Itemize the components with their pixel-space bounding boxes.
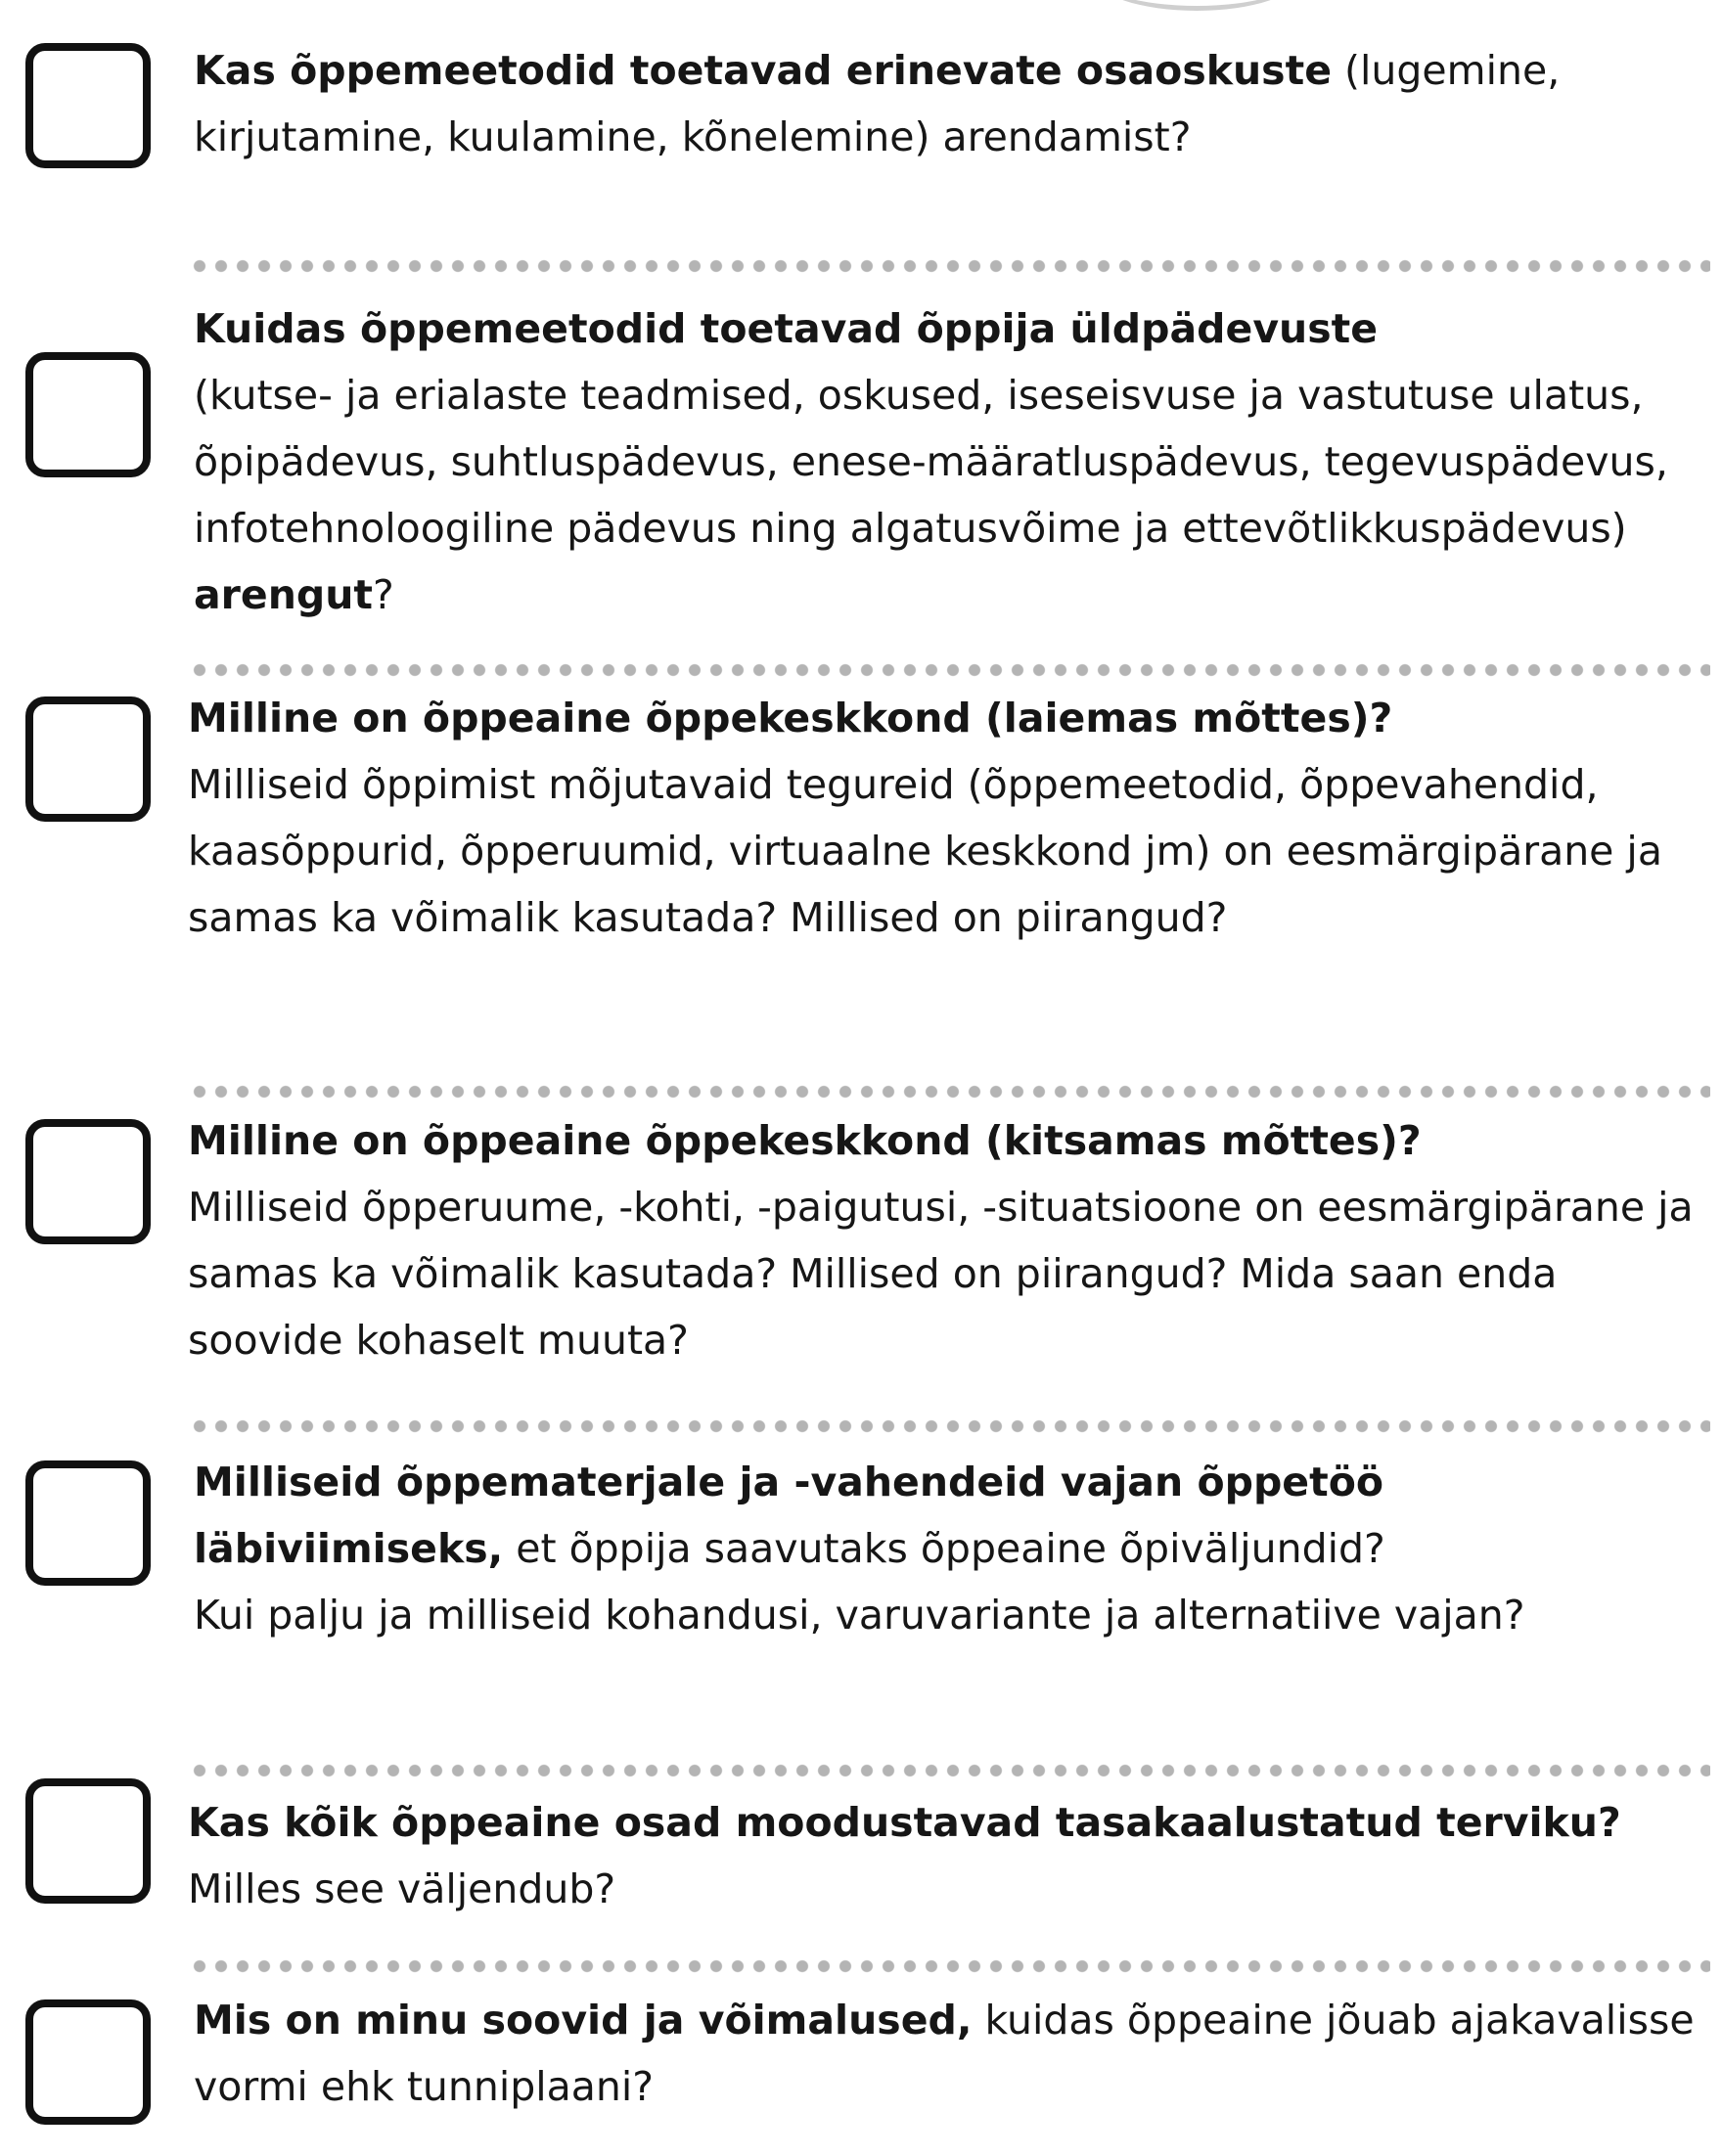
question-3-bold: Milline on õppeaine õppekeskkond (laiemas mõttes)?: [188, 695, 1393, 741]
divider-5: [189, 1764, 1710, 1777]
question-6-bold: Kas kõik õppeaine osad moodustavad tasakaalustatud terviku?: [188, 1799, 1621, 1846]
divider-3: [189, 1085, 1710, 1099]
question-3-text: Milliseid õppimist mõjutavaid tegureid (õppemeetodid, õppevahendid, kaasõppurid, õpperuumid, virtuaalne keskkond jm) on eesmärgipärane ja samas ka võimalik kasutada? Millised on piirangud?: [188, 761, 1662, 941]
question-2-text: (kutse- ja erialaste teadmised, oskused, iseseisvuse ja vastutuse ulatus, õpipädevus, suhtluspädevus, enese-määratluspädevus, tegevuspädevus, infotehnoloogiline pädevus ning algatusvõime ja ettevõtlikkuspädevus): [194, 372, 1668, 552]
question-1-text: (lugemine, kirjutamine, kuulamine, kõnelemine) arendamist?: [194, 47, 1561, 160]
checkbox-item-2[interactable]: [25, 352, 151, 477]
top-arc-decoration: [1094, 0, 1299, 11]
checkbox-item-7[interactable]: [25, 1999, 151, 2125]
divider-2: [189, 663, 1710, 677]
divider-1: [189, 259, 1710, 273]
question-5-bold: Milliseid õppematerjale ja -vahendeid vajan õppetöö läbiviimiseks,: [194, 1459, 1384, 1572]
checkbox-item-5[interactable]: [25, 1460, 151, 1586]
divider-6: [189, 1959, 1710, 1973]
checkbox-item-6[interactable]: [25, 1778, 151, 1904]
question-5-text-2: Kui palju ja milliseid kohandusi, varuvariante ja alternatiive vajan?: [194, 1592, 1525, 1639]
divider-4: [189, 1419, 1710, 1433]
question-2-bold-end: arengut: [194, 571, 374, 618]
question-1-bold: Kas õppemeetodid toetavad erinevate osaoskuste: [194, 47, 1332, 94]
question-5: [194, 1449, 1705, 1648]
question-4: [188, 1107, 1699, 1373]
question-7: [194, 1987, 1700, 2120]
question-4-bold: Milline on õppeaine õppekeskkond (kitsamas mõttes)?: [188, 1117, 1422, 1164]
question-7-bold: Mis on minu soovid ja võimalused,: [194, 1997, 973, 2044]
question-3: [188, 685, 1699, 951]
question-2-bold: Kuidas õppemeetodid toetavad õppija üldpädevuste: [194, 305, 1379, 352]
question-6: [188, 1789, 1695, 1922]
question-4-text: Milliseid õpperuume, -kohti, -paigutusi, -situatsioone on eesmärgipärane ja samas ka võimalik kasutada? Millised on piirangud? Mida saan enda soovide kohaselt muuta?: [188, 1184, 1694, 1364]
question-1: [194, 37, 1691, 170]
question-2: [194, 295, 1700, 628]
checkbox-item-3[interactable]: [25, 696, 151, 822]
checkbox-item-1[interactable]: [25, 43, 151, 168]
question-6-text: Milles see väljendub?: [188, 1865, 616, 1912]
question-7-text: kuidas õppeaine jõuab ajakavalisse vormi ehk tunniplaani?: [194, 1997, 1695, 2110]
question-2-text-end: ?: [373, 571, 394, 618]
checkbox-item-4[interactable]: [25, 1119, 151, 1244]
question-5-text: et õppija saavutaks õppeaine õpiväljundid?: [503, 1525, 1385, 1572]
